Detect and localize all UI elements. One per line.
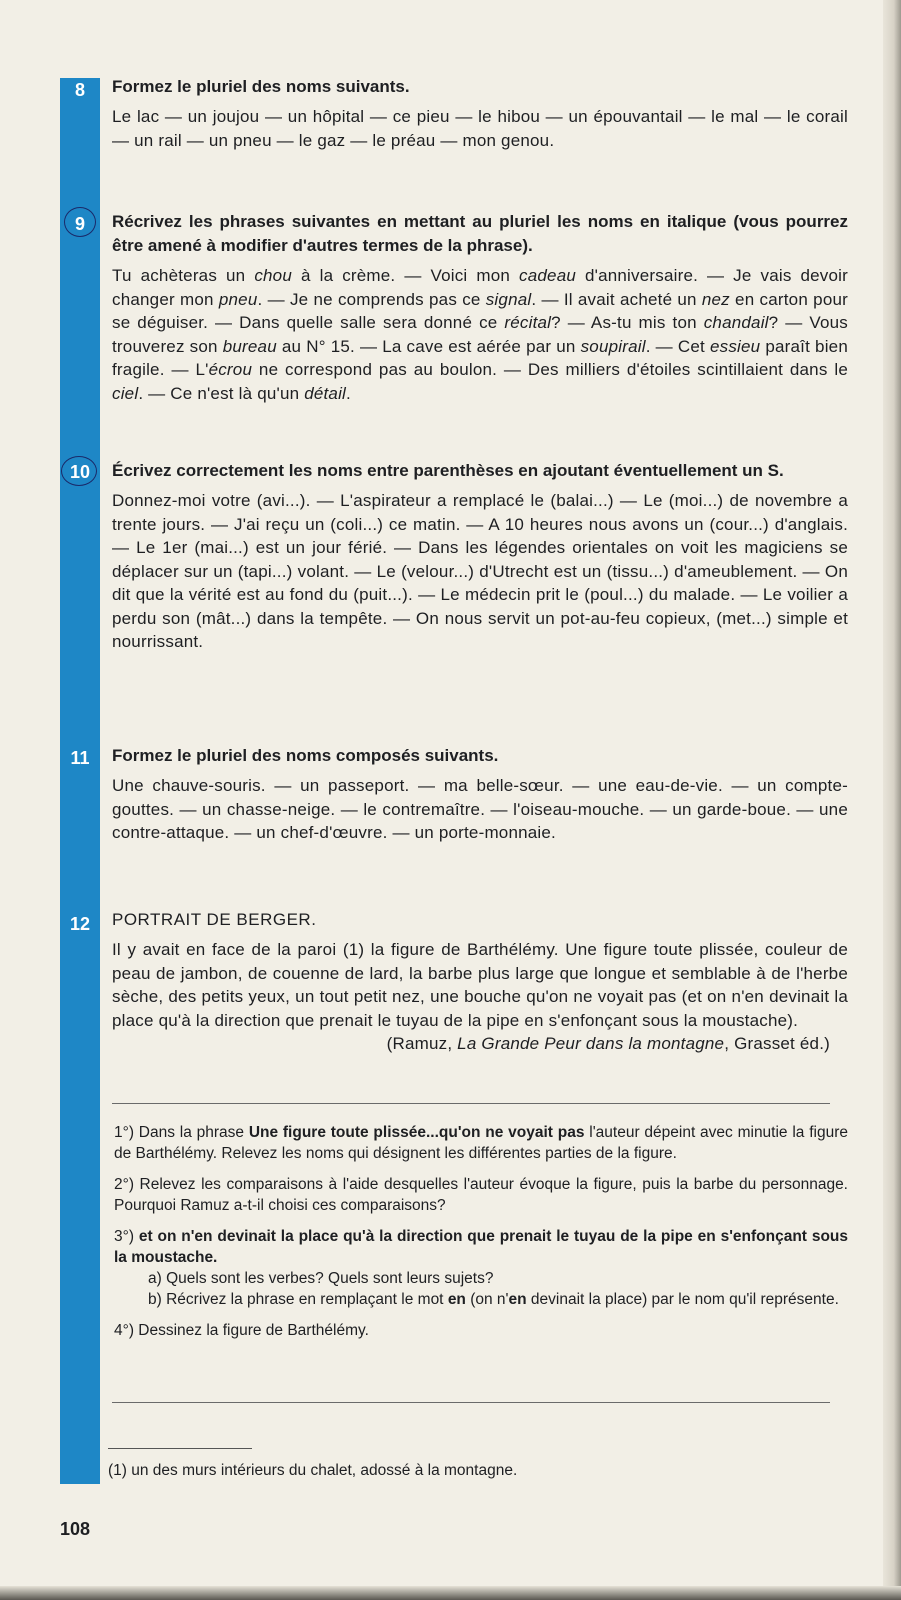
exercise-12-text: Il y avait en face de la paroi (1) la figure de Barthélémy. Une figure toute plissée, couleur de peau de jambon, de couenne de lard, la barbe plus large que longue et semblable à de l'herbe sèche, des petits yeux, un tout petit nez, une bouche qu'on ne voyait pas (et on n'en devinait la place qu'à la direction que prenait le tuyau de la pipe en s'enfonçant sous la moustache). <box>112 940 848 1030</box>
exercise-12 <box>112 910 848 1056</box>
exercise-12-source: (Ramuz, La Grande Peur dans la montagne, Grasset éd.) <box>386 1034 830 1053</box>
exercise-8 <box>112 75 848 152</box>
exercise-8-body: Le lac — un joujou — un hôpital — ce pieu — le hibou — un épouvantail — le mal — le corail — un rail — un pneu — le gaz — le préau — mon genou. <box>112 107 848 150</box>
exercise-number-9: 9 <box>74 214 85 234</box>
exercise-9 <box>112 210 848 405</box>
page-edge <box>883 0 901 1600</box>
question-2: 2°) Relevez les comparaisons à l'aide desquelles l'auteur évoque la figure, puis la barbe du personnage. Pourquoi Ramuz a-t-il choisi ces comparaisons? <box>114 1176 848 1214</box>
exercise-11-heading: Formez le pluriel des noms composés suivants. <box>112 746 499 765</box>
exercise-number-8: 8 <box>74 80 85 100</box>
exercise-number-11: 11 <box>70 748 90 768</box>
question-1: 1°) Dans la phrase Une figure toute plissée...qu'on ne voyait pas l'auteur dépeint avec minutie la figure de Barthélémy. Relevez les noms qui désignent les différentes parties de la figure. <box>114 1124 848 1162</box>
question-4: 4°) Dessinez la figure de Barthélémy. <box>114 1322 369 1339</box>
exercise-9-body: Tu achèteras un chou à la crème. — Voici mon cadeau d'anniversaire. — Je vais devoir changer mon pneu. — Je ne comprends pas ce signal. — Il avait acheté un nez en carton pour se déguiser. — Dans quelle salle sera donné ce récital? — As-tu mis ton chandail? — Vous trouverez son bureau au N° 15. — La cave est aérée par un soupirail. — Cet essieu paraît bien fragile. — L'écrou ne correspond pas au boulon. — Des milliers d'étoiles scintillaient dans le ciel. — Ce n'est là qu'un détail. <box>112 266 849 403</box>
exercise-8-heading: Formez le pluriel des noms suivants. <box>112 77 410 96</box>
exercise-9-heading: Récrivez les phrases suivantes en mettant au pluriel les noms en italique (vous pourrez être amené à modifier d'autres termes de la phrase). <box>112 212 848 255</box>
page-number: 108 <box>60 1519 91 1539</box>
exercise-12-title: PORTRAIT DE BERGER. <box>112 910 317 929</box>
footnote: (1) un des murs intérieurs du chalet, adossé à la montagne. <box>108 1462 518 1479</box>
question-3a: a) Quels sont les verbes? Quels sont leurs sujets? <box>148 1270 494 1287</box>
exercise-margin-bar <box>60 78 100 1484</box>
questions-bottom-rule <box>112 1402 830 1403</box>
questions-top-rule <box>112 1103 830 1104</box>
exercise-12-questions <box>114 1122 848 1341</box>
exercise-11 <box>112 744 848 845</box>
exercise-number-10: 10 <box>69 462 91 482</box>
handwritten-circle-10 <box>61 456 97 486</box>
exercise-11-body: Une chauve-souris. — un passeport. — ma belle-sœur. — une eau-de-vie. — un compte-gouttes. — un chasse-neige. — le contremaître. — l'oiseau-mouche. — un garde-boue. — une contre-attaque. — un chef-d'œuvre. — un porte-monnaie. <box>112 776 848 842</box>
footnote-rule <box>108 1448 252 1449</box>
exercise-number-12: 12 <box>69 914 91 934</box>
exercise-10-heading: Écrivez correctement les noms entre parenthèses en ajoutant éventuellement un S. <box>112 461 784 480</box>
question-3: 3°) et on n'en devinait la place qu'à la direction que prenait le tuyau de la pipe en s'enfonçant sous la moustache. <box>114 1228 848 1266</box>
page-bottom-edge <box>0 1586 901 1600</box>
exercise-10 <box>112 459 848 654</box>
question-3b: b) Récrivez la phrase en remplaçant le mot en (on n'en devinait la place) par le nom qu'il représente. <box>148 1291 839 1308</box>
handwritten-circle-9 <box>64 207 96 237</box>
exercise-10-body: Donnez-moi votre (avi...). — L'aspirateur a remplacé le (balai...) — Le (moi...) de novembre a trente jours. — J'ai reçu un (coli...) ce matin. — A 10 heures nous avons un (cour...) d'anglais. — Le 1er (mai...) est un jour férié. — Dans les légendes orientales on voit les magiciens se déplacer sur un (tapi...) volant. — Le (velour...) d'Utrecht est un (tissu...) d'ameublement. — On dit que la vérité est au fond du (puit...). — Le médecin prit le (poul...) du malade. — Le voilier a perdu son (mât...) dans la tempête. — On nous servit un pot-au-feu copieux, (met...) simple et nourrissant. <box>112 491 848 651</box>
